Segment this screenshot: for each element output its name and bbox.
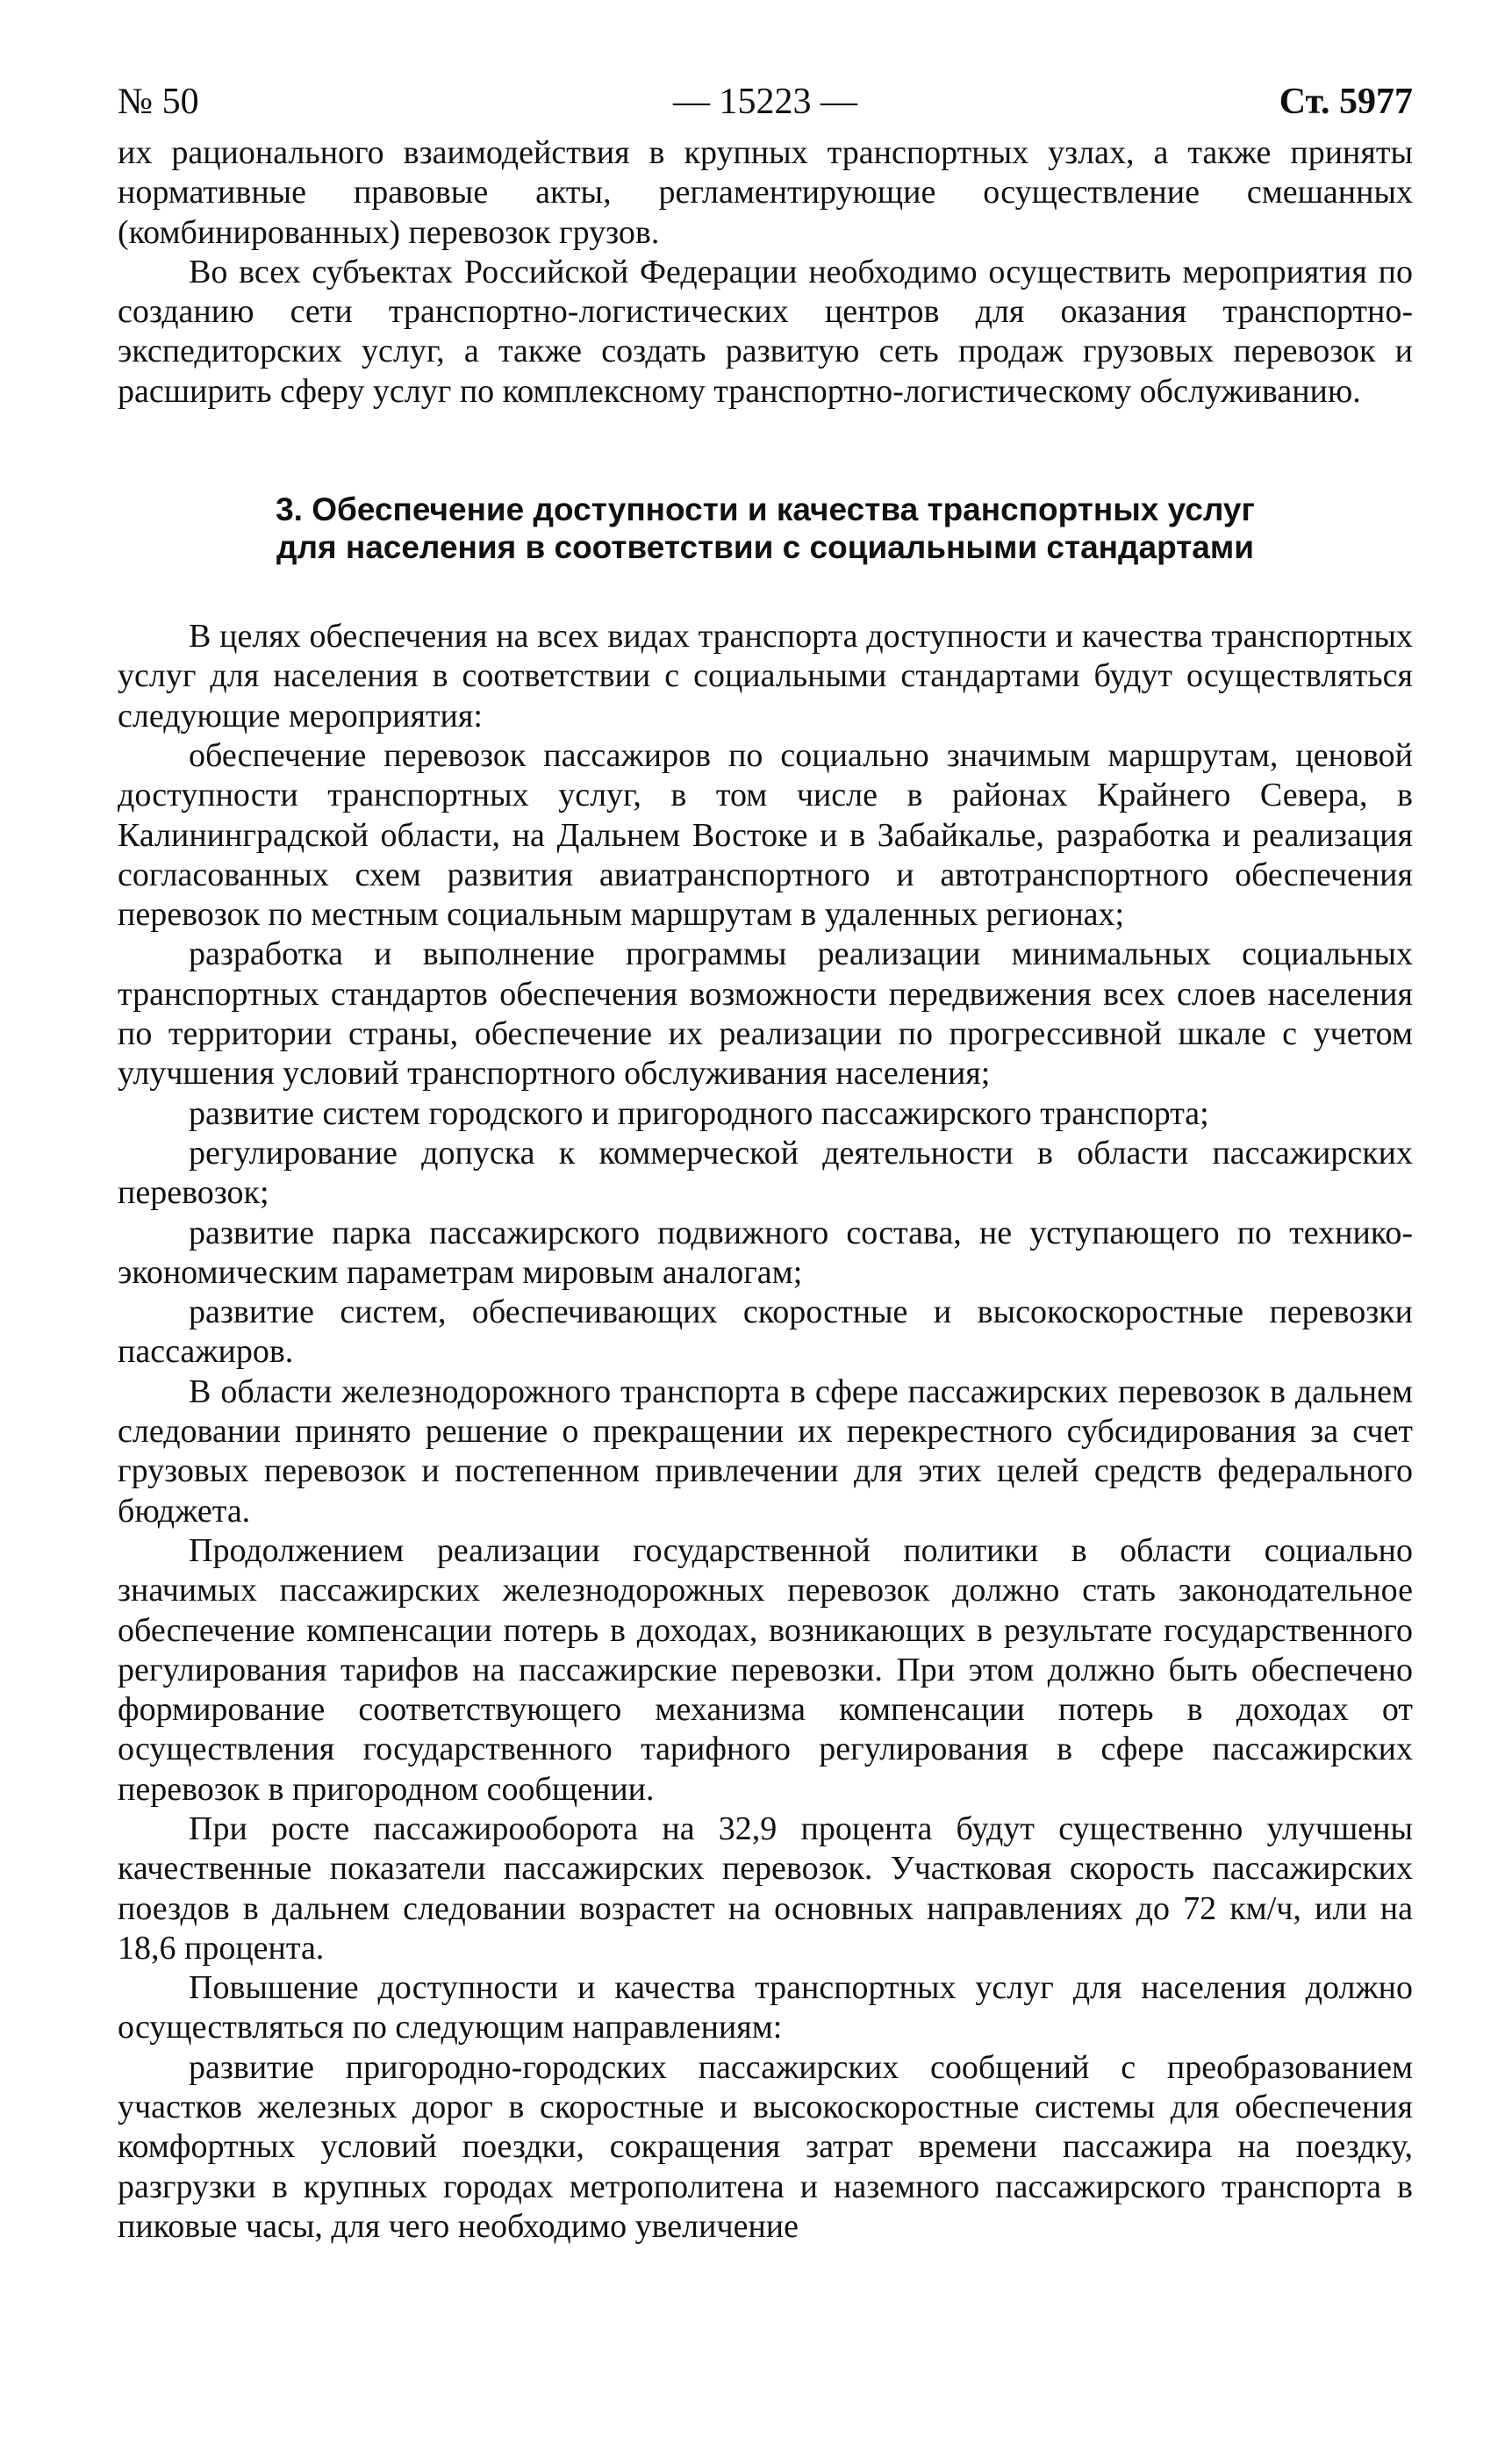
paragraph-continued: их рационального взаимодействия в крупных транспортных узлах, а также приняты нормативные правовые акты, регламентирующие осуществление смешанных (комбинированных) перевозок грузов. — [118, 134, 1413, 251]
issue-number: № 50 — [118, 82, 199, 122]
paragraph: Во всех субъектах Российской Федерации необходимо осуществить мероприятия по созданию сети транспортно-логистических центров для оказания транспортно-экспедиторских услуг, а также создать развитую сеть продаж грузовых перевозок и расширить сферу услуг по комплексному транспортно-логистическому обслуживанию. — [118, 253, 1413, 410]
section-heading-line: для населения в соответствии с социальными стандартами — [276, 529, 1254, 566]
paragraph: В области железнодорожного транспорта в сфере пассажирских перевозок в дальнем следовании принято решение о прекращении их перекрестного субсидирования за счет грузовых перевозок и постепенном привлечении для этих целей средств федерального бюджета. — [118, 1373, 1413, 1530]
paragraph: обеспечение перевозок пассажиров по социально значимым маршрутам, ценовой доступности транспортных услуг, в том числе в районах Крайнего Севера, в Калининградской области, на Дальнем Востоке и в Забайкалье, разработка и реализация согласованных схем развития авиатранспортного и автотранспортного обеспечения перевозок по местным социальным маршрутам в удаленных регионах; — [118, 736, 1413, 934]
intro-text — [118, 133, 1413, 412]
running-header — [118, 70, 1413, 133]
paragraph: развитие пригородно-городских пассажирских сообщений с преобразованием участков железных дорог в скоростные и высокоскоростные системы для обеспечения комфортных условий поездки, сокращения затрат времени пассажира на поездку, разгрузки в крупных городах метрополитена и наземного пассажирского транспорта в пиковые часы, для чего необходимо увеличение — [118, 2048, 1413, 2245]
paragraph: развитие систем городского и пригородного пассажирского транспорта; — [189, 1094, 1209, 1132]
article-number: Ст. 5977 — [1279, 82, 1413, 122]
document-page — [118, 70, 1413, 2247]
section-heading-line: 3. Обеспечение доступности и качества транспортных услуг — [276, 491, 1255, 528]
paragraph: Повышение доступности и качества транспортных услуг для населения должно осуществляться по следующим направлениям: — [118, 1969, 1413, 2046]
paragraph: Продолжением реализации государственной политики в области социально значимых пассажирских железнодорожных перевозок должно стать законодательное обеспечение компенсации потерь в доходах, возникающих в результате государственного регулирования тарифов на пассажирские перевозки. При этом должно быть обеспечено формирование соответствующего механизма компенсации потерь в доходах от осуществления государственного тарифного регулирования в сфере пассажирских перевозок в пригородном сообщении. — [118, 1531, 1413, 1808]
section-heading — [118, 491, 1413, 566]
page-number: — 15223 — — [673, 82, 857, 122]
section-text — [118, 617, 1413, 2247]
paragraph: При росте пассажирооборота на 32,9 процента будут существенно улучшены качественные показатели пассажирских перевозок. Участковая скорость пассажирских поездов в дальнем следовании возрастет на основных направлениях до 72 км/ч, или на 18,6 процента. — [118, 1810, 1413, 1967]
paragraph: регулирование допуска к коммерческой деятельности в области пассажирских перевозок; — [118, 1134, 1413, 1212]
paragraph: разработка и выполнение программы реализации минимальных социальных транспортных стандартов обеспечения возможности передвижения всех слоев населения по территории страны, обеспечение их реализации по прогрессивной шкале с учетом улучшения условий транспортного обслуживания населения; — [118, 935, 1413, 1093]
paragraph: развитие парка пассажирского подвижного состава, не уступающего по технико-экономическим параметрам мировым аналогам; — [118, 1214, 1413, 1291]
paragraph: В целях обеспечения на всех видах транспорта доступности и качества транспортных услуг для населения в соответствии с социальными стандартами будут осуществляться следующие мероприятия: — [118, 618, 1413, 735]
paragraph: развитие систем, обеспечивающих скоростные и высокоскоростные перевозки пассажиров. — [118, 1294, 1413, 1371]
